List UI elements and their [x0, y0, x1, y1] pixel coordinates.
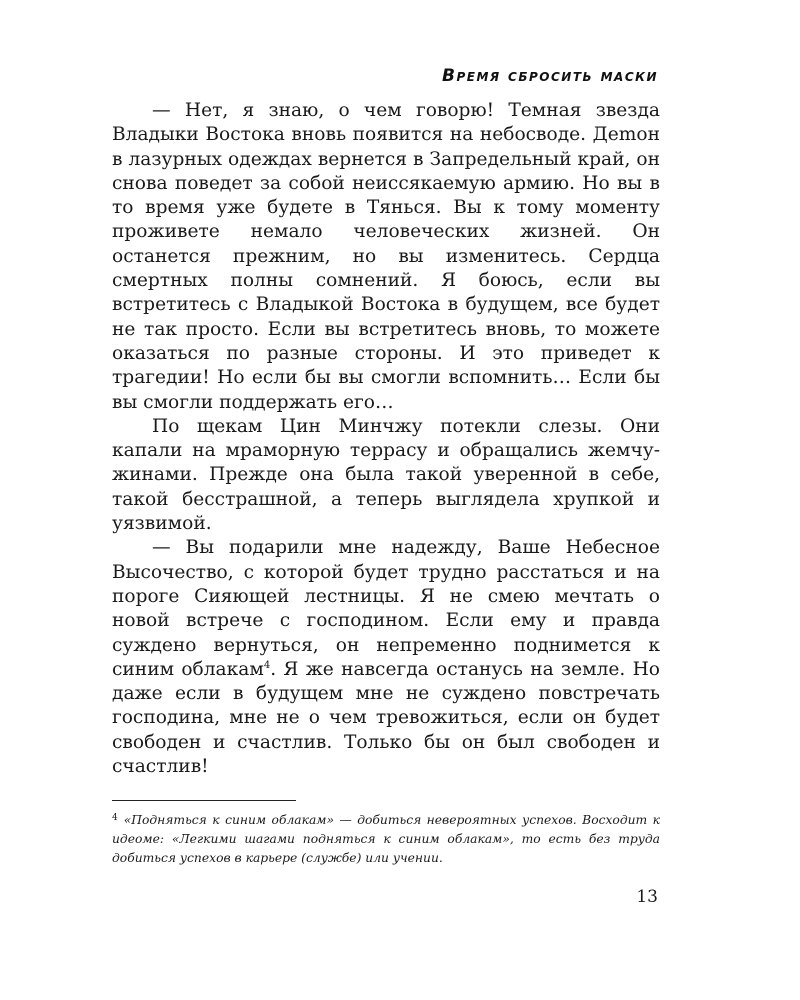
footnote-divider — [112, 800, 296, 801]
footnote-text: «Подняться к синим облакам» — добиться невероятных успехов. Восходит к идеоме: «Легкими шагами подняться к синим облакам», то есть без труда добиться успехов в карьере (службе) или учении. — [112, 813, 660, 865]
paragraph-3-part-1: — Вы подарили мне надежду, Ваше Небесное Высочество, с которой будет трудно расстаться и на пороге Сияющей лестницы. Я не смею мечтать о новой встрече с господином. Если ему и правда суждено вернуться, он непременно поднимется к синим облакам — [112, 537, 660, 680]
paragraph-3-part-2: . Я же навсегда останусь на земле. Но даже если в будущем мне не суждено повстречать господина, мне не о чем тревожиться, если он будет свободен и счастлив. Только бы он был свободен и счастлив! — [112, 658, 660, 778]
page-number: 13 — [636, 887, 658, 907]
paragraph-3 — [112, 536, 660, 779]
footnote — [112, 809, 660, 868]
footnote-reference: 4 — [263, 659, 271, 671]
main-text — [112, 99, 660, 779]
paragraph-2: По щекам Цин Минчжу потекли слезы. Они капали на мраморную террасу и обращались жемчужинами. Прежде она была такой уверенной в себе, такой бесстрашной, а теперь выглядела хрупкой и уязвимой. — [112, 415, 660, 535]
running-header: Время сбросить маски — [442, 66, 658, 86]
paragraph-1: — Нет, я знаю, о чем говорю! Темная звезда Владыки Востока вновь появится на небосводе. Деmон в лазурных одеждах вернется в Запредельный край, он снова поведет за собой неиссякаемую армию. Но вы в то время уже будете в Тянься. Вы к тому моменту проживете немало человеческих жизней. Он останется прежним, но вы изменитесь. Сердца смертных полны сомнений. Я боюсь, если вы встретитесь с Владыкой Востока в будущем, все будет не так просто. Если вы встретитесь вновь, то можете оказаться по разные стороны. И это приведет к трагедии! Но если бы вы смогли вспомнить… Если бы вы смогли поддержать его… — [112, 100, 660, 413]
footnote-mark: 4 — [112, 813, 118, 823]
